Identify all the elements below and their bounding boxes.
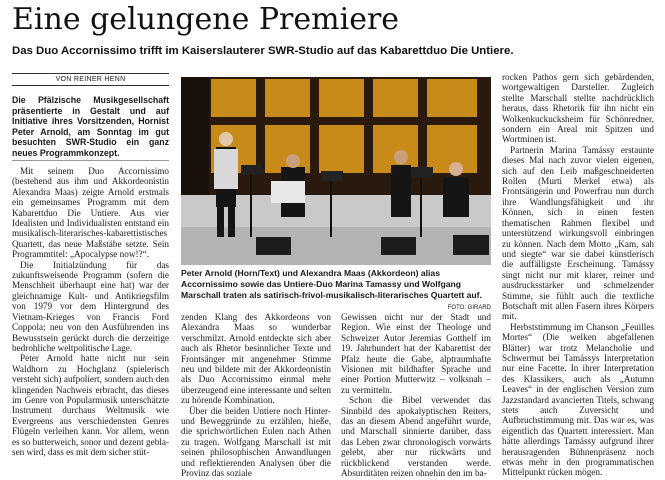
paragraph: Mit seinem Duo Accornissimo (bestehend aus ihm und Akkordeonistin Alexandra Maas) zeigte Arnold erstmals ein gemeinsames Programm mit dem Kabarettduo Die Untiere. Aus vier Idealisten und Individualisten entstand ein musikalisch-literarisches-kabarettistisches Quartett, das neue Maßstäbe setzte. Sein Programmtitel: „Apocalypse now!?“. [12,166,169,260]
stage-photo [181,77,491,265]
photo-caption [181,268,491,312]
photo-credit: FOTO: GIRARD [447,305,491,312]
text-column-2 [181,312,331,478]
stage-photo-illustration [181,77,491,265]
paragraph: Gewissen nicht nur der Stadt und Region. Wie einst der Theologe und Schweizer Autor Jeremias Gotthelf im 19. Jahrhundert hat der Kabarettist der Pfalz heute die Gabe, alptraumhafte Visionen mit bildhafter Sprache und einer Portion Mutterwitz – volksnah – zu vermitteln. [341,312,491,395]
text-column-4 [502,72,654,478]
paragraph: Herbststimmung im Chanson „Feuilles Mortes“ (Die welken abgefallenen Blätter) war trotz Melancholie und Schwermut bei Tamássys Interpretation nur eine Facette. In ihrer Interpretation des Klassikers, auch als „Autumn Leaves“ in der englischen Version zum Jazzstandard avancierten Titels, schwang stets auch Zuversicht und Aufbruchstimmung mit. Das war es, was eigentlich das Quartett interessiert. Man hätte allerdings Tamássy aufgrund ihrer herausragenden Bühnenpräsenz noch etwas mehr in den programmatischen Mittelpunkt rücken mögen. [502,321,654,478]
subheadline: Das Duo Accornissimo trifft im Kaiserslauterer SWR-Studio auf das Kabarettduo Die Untiere. [12,45,514,57]
paragraph: Schon die Bibel verwendet das Sinnbild des apokalyptischen Reiters, das an diesem Abend angeführt wurde, und Marschall sinnierte darüber, dass das Leben zwar chronologisch vorwärts gelebt, aber nur rückwärts und rückblickend verstanden werde. Absurditäten reizen ohnehin den im ba- [341,395,491,479]
paragraph: Die Initialzündung für das zukunftsweisende Programm (sofern die Menschheit überhaupt eine hat) war der gleichnamige Kult- und Antikriegsfilm von 1979 vor dem Hintergrund des Vietnam-Krieges von Francis Ford Coppola; neu von den Ausführenden ins Bewusstsein gerückt durch die derzeitige bedrohliche weltpolitische Lage. [12,259,169,353]
intro-divider [12,160,169,161]
paragraph: zenden Klang des Akkordeons von Alexandra Maas so wunderbar verschmilzt. Arnold entdeckte sich aber auch als Rhetor besinnlicher Texte und Frontsänger mit angenehmer Stimme neu und bildete mit der Akkordeonistin als Duo Accornissimo einmal mehr überzeugend eine interessante und selten zu hörende Kombination. [181,312,332,406]
paragraph: Peter Arnold hatte nicht nur sein Waldhorn zu Hochglanz (spielerisch versteht sich) aufpoliert, sondern auch den klingenden Nachweis erbracht, das dieses im Genre von Popularmusik unterschätzte Instrument durchaus Weltmusik wie Evergreens aus verschiedensten Genres Flügeln verleihen kann. Vor allem, wenn es so butterweich, sonor und dezent geblasen wird, dass es mit dem sicher stüt- [12,353,169,457]
text-column-1 [12,166,169,478]
headline: Eine gelungene Premiere [12,2,400,37]
paragraph: Über die beiden Untiere noch Hinter- und Beweggründe zu erzählen, hieße, die sprichwörtlichen Eulen nach Athen zu tragen. Wolfgang Marschall ist mit seinen philosophischen Anwandlungen und reflektierenden Analysen über die Provinz das soziale [181,405,331,479]
paragraph: rocken Pathos gern sich gebärdenden, wortgewaltigen Darsteller. Zugleich stellte Marschall stellte nachdrücklich heraus, dass Rhetorik für ihn nicht ein Wolkenkuckucksheim für Schönredner, sondern ein Areal mit Spitzen und Wortminen ist. [502,72,654,145]
photo-caption-text: Peter Arnold (Horn/Text) und Alexandra Maas (Akkordeon) alias Accornissimo sowie das Untiere-Duo Marina Tamassy und Wolfgang Marschall traten als satirisch-frivol-musikalisch-literarisches Quartett auf. [181,268,482,300]
byline: VON REINER HENN [12,73,169,86]
intro-paragraph: Die Pfälzische Musikgesellschaft präsentierte in Gestalt und auf Initiative ihres Vorsitzenden, Hornist Peter Arnold, am Sonntag im gut besuchten SWR-Studio ein ganz neues Programmkonzept. [12,95,169,158]
text-column-3 [341,312,491,478]
paragraph: Partnerin Marina Tamássy erstaunte dieses Mal nach zuvor vielen eigenen, sich auf den Leib maßgeschneiderten Rollen (Murti Merkel etwa) als Frontsängerin und Powerfrau nun durch ihre Wandlungsfähigkeit und ihr Können, sich in einen festen thematischen Rahmen flexibel und unterstützend wirkungsvoll einbringen zu können. Nach dem Motto „Kam, sah und siegte“ war sie dabei künstlerisch die auffälligste Erscheinung. Tamássy singt nicht nur mit klarer, reiner und ausdrucksstarker und schmelzender Stimme, sie fühlt auch die textliche Botschaft mit allen Fasern ihres Körpers mit. [502,144,654,322]
